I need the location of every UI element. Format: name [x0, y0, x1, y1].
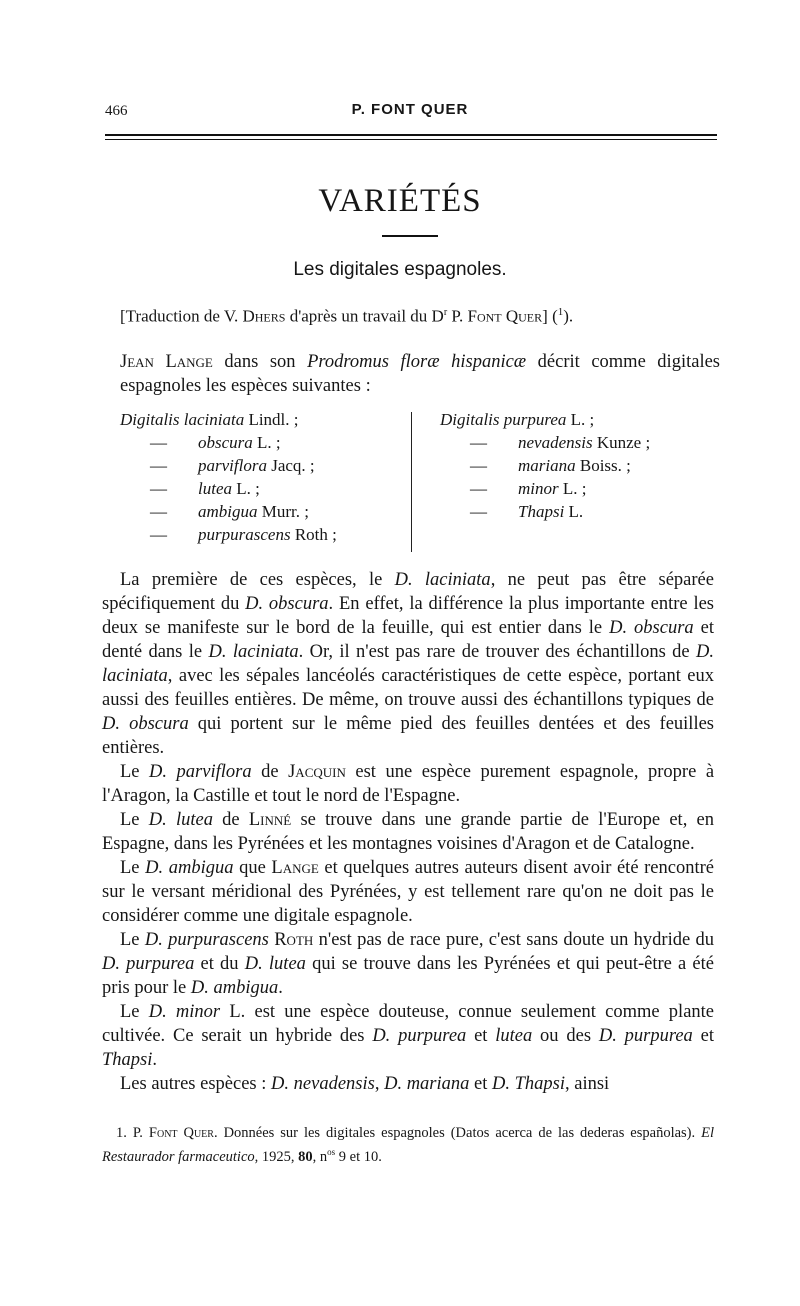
heading-rule — [382, 235, 438, 237]
translation-note-end: ). — [563, 306, 574, 326]
p5-species-f: D. purpurea — [102, 954, 195, 974]
article-title: Les digitales espagnoles. — [293, 259, 507, 280]
species-name: obscura — [198, 433, 253, 452]
species-author: Kunze ; — [592, 433, 651, 452]
translation-note-mid2: P. — [447, 306, 468, 326]
species-author: Murr. ; — [257, 502, 309, 521]
footnote-reference[interactable]: 1 — [557, 306, 564, 318]
p2-author-d: Jacquin — [288, 762, 346, 782]
ditto-dash: — — [150, 502, 167, 521]
p7-species-d: D. mariana — [384, 1074, 470, 1094]
p5-author-d: Roth — [274, 930, 314, 950]
species-row — [120, 454, 400, 477]
p1-text-e: . En effet, la différence la plus importante entre les deux se manifeste sur le bord de la feuille, qui est entier dans le — [102, 594, 714, 638]
paragraph-minor — [102, 1000, 714, 1072]
species-list-left — [120, 408, 400, 546]
species-name: minor — [518, 479, 559, 498]
column-divider — [411, 412, 412, 552]
p1-text-c: , ne peut pas être séparée spécifiquement du — [102, 570, 714, 614]
species-row — [440, 500, 730, 523]
header-rule-thin — [105, 139, 717, 140]
species-row — [440, 454, 730, 477]
p1-species-j: D. laciniata — [102, 642, 715, 686]
species-name: Digitalis purpurea — [440, 410, 567, 429]
p6-species-b: D. minor — [148, 1002, 221, 1022]
species-list-right — [440, 408, 730, 523]
translation-note — [120, 306, 720, 327]
paragraph-lutea — [102, 808, 714, 856]
species-name: ambigua — [198, 502, 258, 521]
footnote-author-name: Font Quer — [148, 1125, 214, 1141]
intro-paragraph — [120, 350, 720, 398]
ditto-dash: — — [470, 479, 487, 498]
p7-species-f: D. Thapsi — [492, 1074, 565, 1094]
p1-text-k: , avec les sépales lancéolés caractéristiques de cette espèce, portant eux aussi des feuilles entières. De même, on trouve aussi des échantillons typiques de — [102, 666, 714, 710]
p3-text-a: Le — [120, 810, 149, 830]
species-name: purpurascens — [198, 525, 291, 544]
intro-text-b: décrit comme digitales espagnoles les espèces suivantes : — [120, 352, 720, 396]
work-title: Prodromus floræ hispanicæ — [307, 352, 527, 372]
translation-note-close: ] ( — [542, 306, 558, 326]
paragraph-laciniata — [102, 568, 714, 760]
p5-text-k: . — [278, 978, 283, 998]
p2-text-c: de — [251, 762, 289, 782]
species-row — [120, 500, 400, 523]
p6-text-c: L. est une espèce douteuse, connue seulement comme plante cultivée. Ce serait un hybride des — [102, 1002, 715, 1046]
header-rule-thick — [105, 134, 717, 136]
footnote-volume: 80 — [298, 1148, 313, 1165]
p3-author-d: Linné — [248, 810, 292, 830]
footnote-journal: El Restaurador farmaceutico — [102, 1125, 714, 1165]
species-author: Lindl. ; — [244, 410, 299, 429]
p5-species-j: D. ambigua — [190, 978, 279, 998]
p7-text-c: , — [374, 1074, 385, 1094]
p6-species-h: D. purpurea — [598, 1026, 693, 1046]
p5-species-h: D. lutea — [244, 954, 306, 974]
author-name: Font Quer — [467, 306, 543, 326]
species-name: nevadensis — [518, 433, 593, 452]
footnote — [102, 1124, 714, 1167]
species-row — [440, 431, 730, 454]
p1-text-a: La première de ces espèces, le — [120, 570, 395, 590]
species-author: Roth ; — [290, 525, 337, 544]
footnote-text-a: . Données sur les digitales espagnoles (Datos acerca de las dederas españolas). — [213, 1125, 702, 1141]
species-author: Boiss. ; — [575, 456, 631, 475]
species-name: parviflora — [198, 456, 267, 475]
p5-text-i: qui se trouve dans les Pyrénées et qui peut-être a été pris pour le — [102, 954, 714, 998]
p3-species-b: D. lutea — [148, 810, 213, 830]
paragraph-ambigua — [102, 856, 714, 928]
footnote-nos-superscript: os — [327, 1147, 336, 1157]
species-author: L. — [564, 502, 584, 521]
p5-text-e: n'est pas de race pure, c'est sans doute un hydride du — [313, 930, 714, 950]
species-author: L. ; — [566, 410, 595, 429]
p2-species-b: D. parviflora — [149, 762, 252, 782]
paragraph-purpurascens — [102, 928, 714, 1000]
ditto-dash: — — [470, 456, 487, 475]
p7-text-e: et — [469, 1074, 492, 1094]
p6-species-f: lutea — [495, 1026, 533, 1046]
p4-author-d: Lange — [271, 858, 319, 878]
section-heading: VARIÉTÉS — [318, 183, 482, 219]
translation-note-mid: d'après un travail du D — [285, 306, 444, 326]
p1-species-l: D. obscura — [102, 714, 189, 734]
p4-text-e: et quelques autres auteurs disent avoir été rencontré sur le versant méridional des Pyrénées, y est tellement rare qu'on ne doit pas le considérer comme une digitale espagnole. — [102, 858, 714, 926]
p1-text-g: et denté dans le — [102, 618, 714, 662]
page-number: 466 — [105, 103, 128, 119]
p2-text-e: est une espèce purement espagnole, propre à l'Aragon, la Castille et tout le nord de l'Espagne. — [102, 762, 715, 806]
ditto-dash: — — [150, 433, 167, 452]
p6-text-i: et — [692, 1026, 714, 1046]
species-author: L. ; — [558, 479, 587, 498]
ditto-dash: — — [470, 502, 487, 521]
p6-species-j: Thapsi — [102, 1050, 153, 1070]
running-head — [105, 100, 715, 126]
p1-text-m: qui portent sur le même pied des feuilles dentées et des feuilles entières. — [102, 714, 714, 758]
p4-text-a: Le — [120, 858, 146, 878]
p1-text-i: . Or, il n'est pas rare de trouver des échantillons de — [298, 642, 697, 662]
p3-text-e: se trouve dans une grande partie de l'Europe et, en Espagne, dans les Pyrénées et les montagnes voisines d'Aragon et de Catalogne. — [102, 810, 715, 854]
p5-text-a: Le — [120, 930, 145, 950]
p7-text-g: , ainsi — [565, 1074, 610, 1094]
running-title: P. FONT QUER — [351, 101, 469, 118]
paragraph-others — [102, 1072, 714, 1096]
species-author: L. ; — [232, 479, 260, 498]
p7-text-a: Les autres espèces : — [120, 1074, 272, 1094]
footnote-author-a: P. — [126, 1125, 149, 1141]
species-name: Thapsi — [518, 502, 565, 521]
p7-species-b: D. nevadensis — [271, 1074, 375, 1094]
species-row — [120, 431, 400, 454]
p5-text-g: et du — [194, 954, 245, 974]
species-name: lutea — [198, 479, 232, 498]
doctor-superscript: r — [443, 307, 448, 318]
footnote-text-d: 9 et 10. — [335, 1148, 382, 1165]
p3-text-c: de — [212, 810, 249, 830]
p5-species-b: D. purpurascens — [144, 930, 269, 950]
p6-text-g: ou des — [532, 1026, 599, 1046]
species-row — [120, 523, 400, 546]
species-name: Digitalis laciniata — [120, 410, 245, 429]
p1-species-b: D. laciniata — [394, 570, 491, 590]
p4-species-b: D. ambigua — [145, 858, 234, 878]
p1-species-f: D. obscura — [609, 618, 694, 638]
p6-text-a: Le — [120, 1002, 149, 1022]
translator-name: Dhers — [242, 306, 286, 326]
paragraph-parviflora — [102, 760, 714, 808]
p6-text-e: et — [466, 1026, 496, 1046]
footnote-text-c: , n — [312, 1148, 328, 1165]
ditto-dash: — — [150, 456, 167, 475]
body-text — [102, 568, 714, 1096]
p6-text-k: . — [152, 1050, 158, 1070]
p1-species-h: D. laciniata — [208, 642, 299, 662]
translation-note-open: [Traduction de V. — [120, 306, 243, 326]
species-row — [440, 477, 730, 500]
species-name: mariana — [518, 456, 576, 475]
p6-species-d: D. purpurea — [372, 1026, 467, 1046]
lange-name: Jean Lange — [120, 352, 213, 372]
ditto-dash: — — [470, 433, 487, 452]
species-row — [120, 408, 400, 431]
species-row — [440, 408, 730, 431]
intro-text-a: dans son — [212, 352, 308, 372]
species-author: L. ; — [252, 433, 281, 452]
p2-text-a: Le — [120, 762, 150, 782]
species-author: Jacq. ; — [266, 456, 315, 475]
footnote-text-b: , 1925, — [254, 1148, 299, 1165]
species-row — [120, 477, 400, 500]
ditto-dash: — — [150, 479, 167, 498]
p1-species-d: D. obscura — [245, 594, 329, 614]
p4-text-c: que — [233, 858, 272, 878]
footnote-number: 1. — [116, 1125, 127, 1141]
ditto-dash: — — [150, 525, 167, 544]
